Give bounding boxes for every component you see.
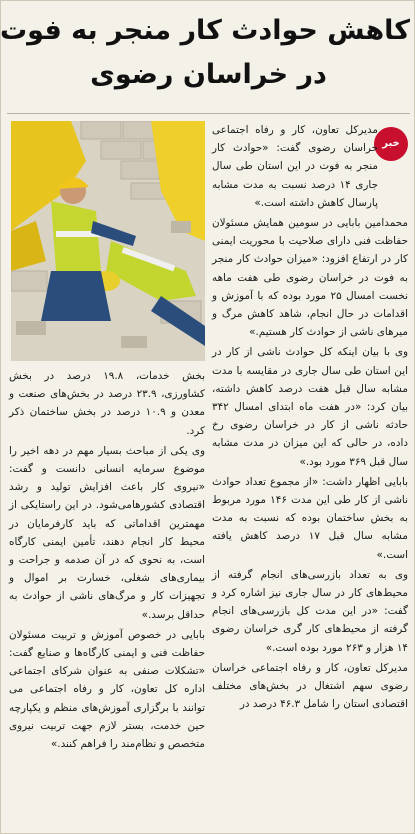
article-paragraph: مدیرکل تعاون، کار و رفاه اجتماعی خراسان رضوی سهم اشتغال در بخش‌های مختلف اقتصادی استان را شامل ۴۶.۳ درصد در: [212, 661, 408, 711]
article-paragraph: وی یکی از مباحث بسیار مهم در دهه اخیر را موضوع سرمایه انسانی دانست و گفت: «نیروی کار باعث افزایش تولید و رشد اقتصادی کشورهامی‌شود. در این راستایکی از مهمترین اقداماتی که باید کارفرمایان در محیط کار انجام دهند، تأمین ایمنی کارگاه است، به نحوی که در آن صدمه و جراحت و بیماری‌های شغلی، خسارت بر اموال و تجهیزات کار و مرگ‌های ناشی از حوادث به حداقل برسد.»: [9, 444, 205, 621]
headline-divider: [7, 113, 410, 114]
headline-line-1: کاهش حوادث کار منجر به فوت: [0, 15, 410, 46]
article-paragraph: محمدامین بابایی در سومین همایش مسئولان حفاظت فنی دارای صلاحیت با محوریت ایمنی کار در ارتفاع افزود: «میزان حوادث کار منجر به فوت در خراسان رضوی طی هفت ماهه نخست امسال ۲۵ مورد بوده که با آموزش و اقدامات در حال انجام، شاهد کاهش مرگ و میرهای ناشی از حوادث کار هستیم.»: [212, 217, 409, 339]
article-paragraph: مدیرکل تعاون، کار و رفاه اجتماعی خراسان رضوی گفت: «حوادث کار منجر به فوت در این استان طی سال جاری ۱۴ درصد نسبت به مدت مشابه پارسال کاهش داشته است.»: [212, 124, 378, 209]
construction-worker-accident-photo: [11, 121, 205, 361]
headline-line-2: در خراسان رضوی: [90, 59, 327, 90]
article-paragraph: وی با بیان اینکه کل حوادث ناشی از کار در این استان طی سال جاری در مقایسه با مدت مشابه سال قبل هفت درصد کاهش داشته، بیان کرد: «در هفت ماه ابتدای امسال ۳۴۲ حادثه ناشی از کار در خراسان رضوی رخ داده، در حالی که این میزان در مدت مشابه سال قبل ۳۶۹ مورد بود.»: [212, 346, 408, 468]
article-paragraph: بخش خدمات، ۱۹.۸ درصد در بخش کشاورزی، ۲۳.۹ درصد در بخش‌های صنعت و معدن و ۱۰.۹ درصد در بخش ساختمان ذکر کرد.: [9, 370, 205, 437]
article-column-right: [212, 121, 408, 716]
accident-photo: [11, 121, 205, 361]
article-paragraph: بابایی در خصوص آموزش و تربیت مسئولان حفاظت فنی و ایمنی کارگاه‌ها و صنایع گفت: «تشکلات صنفی به عنوان شرکای اجتماعی اداره کل تعاون، کار و رفاه اجتماعی می توانند با برگزاری آموزش‌های منظم و یکپارچه حین خدمت، بستر لازم جهت تربیت نیروی متخصص و نظام‌مند را فراهم کنند.»: [9, 628, 205, 751]
headline: [0, 9, 410, 109]
article-paragraph: وی به تعداد بازرسی‌های انجام گرفته از محیط‌های کار در سال جاری نیز اشاره کرد و گفت: «در این مدت کل بازرسی‌های انجام گرفته از محیط‌های کار گری خراسان رضوی ۱۴ هزار و ۲۶۳ مورد بوده است.»: [212, 568, 408, 654]
news-badge: خبر: [374, 127, 408, 161]
article-column-left: [9, 367, 205, 755]
article-paragraph: بابایی اظهار داشت: «از مجموع تعداد حوادث ناشی از کار طی این مدت ۱۴۶ مورد مربوط به بخش ساختمان بوده که نسبت به مدت مشابه سال قبل ۱۷ درصد کاهش یافته است.»: [212, 475, 408, 561]
